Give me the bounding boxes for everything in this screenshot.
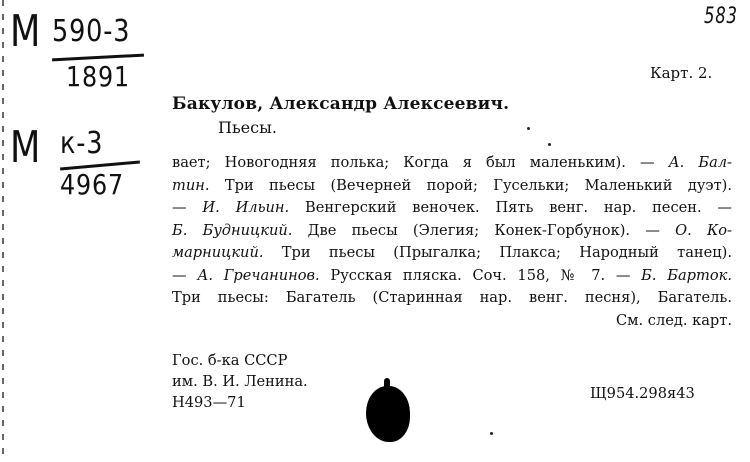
composer-name: А. Гречанинов. xyxy=(197,266,320,284)
speck xyxy=(548,143,551,146)
imprint-line-2: им. В. И. Ленина. xyxy=(172,373,308,390)
imprint-line-3: Н493—71 xyxy=(172,394,246,411)
composer-name: марницкий. xyxy=(172,244,264,261)
composer-name: О. Ко- xyxy=(675,221,732,239)
contents-text: Венгерский веночек. Пять венг. нар. песен. — xyxy=(289,199,733,216)
contents-line xyxy=(172,220,732,243)
card-number: Карт. 2. xyxy=(650,64,713,82)
contents-line xyxy=(172,175,732,198)
author-heading: Бакулов, Александр Алексеевич. xyxy=(172,94,510,114)
contents-text: Две пьесы (Элегия; Конек-Горбунок). — xyxy=(292,221,676,239)
composer-name: А. Бал- xyxy=(668,154,732,171)
contents-text: Три пьесы (Прыгалка; Плакса; Народный танец). xyxy=(263,244,732,261)
composer-name: Б. Будницкий. xyxy=(172,221,293,239)
speck xyxy=(490,432,493,435)
contents-line xyxy=(172,265,732,288)
contents-line xyxy=(172,287,732,310)
contents-text: — xyxy=(172,266,198,284)
contents-text: Три пьесы (Вечерней порой; Гусельки; Маленький дуэт). xyxy=(209,176,732,194)
shelfmark-1-year: 1891 xyxy=(66,60,130,93)
contents-note xyxy=(172,152,732,332)
shelfmark-1-letter: М xyxy=(10,6,42,57)
page-number: 583 xyxy=(704,4,738,29)
contents-text: Русская пляска. Соч. 158, № 7. — xyxy=(319,266,642,284)
shelfmark-1-code: 590-3 xyxy=(52,14,131,49)
punch-hole xyxy=(366,386,410,442)
contents-text: Три пьесы: Багатель (Старинная нар. венг. песня), Багатель. xyxy=(172,289,732,306)
shelfmark-2-code: к-3 xyxy=(60,126,104,161)
imprint xyxy=(172,350,308,413)
contents-line xyxy=(172,242,732,265)
shelfmark-2-number: 4967 xyxy=(60,168,124,201)
catalog-code: Щ954.298я43 xyxy=(590,385,695,402)
contents-lines xyxy=(172,152,732,310)
work-title: Пьесы. xyxy=(218,118,277,137)
speck xyxy=(527,127,530,130)
contents-line xyxy=(172,152,732,175)
composer-name: Б. Барток. xyxy=(641,266,732,284)
contents-text: — xyxy=(172,199,203,216)
contents-line xyxy=(172,197,732,220)
see-next-card: См. след. карт. xyxy=(615,311,732,329)
shelfmark-2-letter: М xyxy=(10,122,42,173)
contents-text: вает; Новогодняя полька; Когда я был маленьким). — xyxy=(172,154,669,171)
composer-name: тин. xyxy=(172,176,210,194)
imprint-line-1: Гос. б-ка СССР xyxy=(172,352,288,369)
composer-name: И. Ильин. xyxy=(202,199,290,216)
punched-margin xyxy=(2,0,4,462)
